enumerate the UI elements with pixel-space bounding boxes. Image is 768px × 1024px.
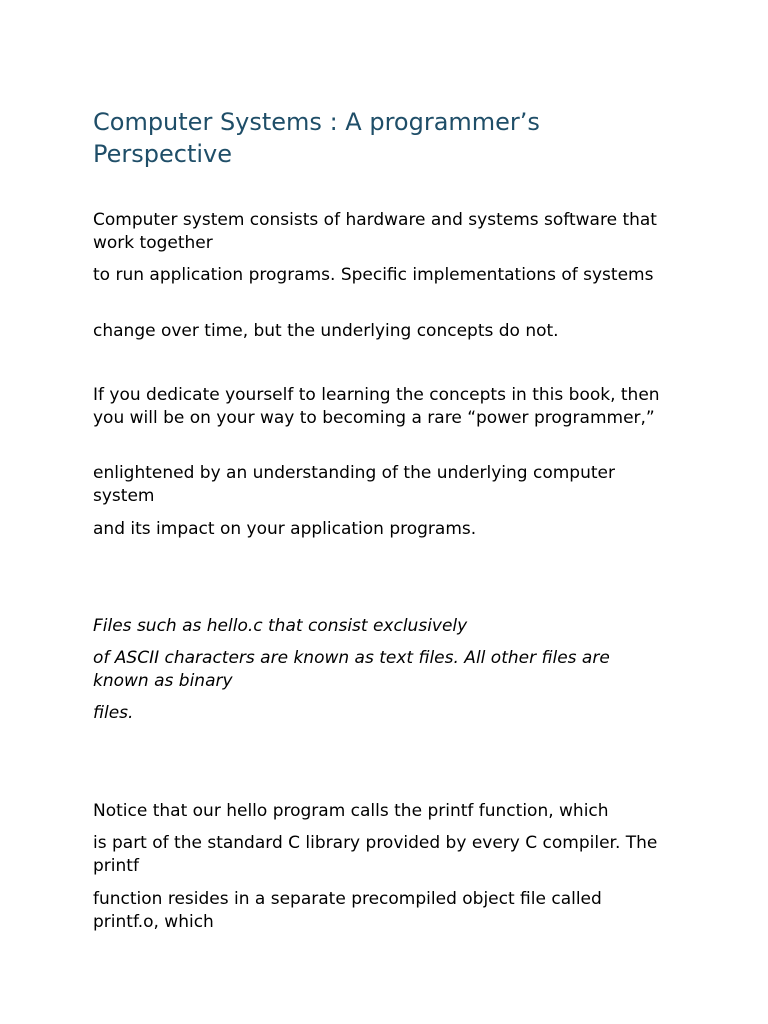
paragraph-1: Computer system consists of hardware and systems software that work together xyxy=(93,210,657,253)
paragraph-4: If you dedicate yourself to learning the concepts in this book, then you will be on your way to becoming a rare “power programmer,” xyxy=(93,385,660,428)
paragraph-12: function resides in a separate precompiled object file called printf.o, which xyxy=(93,889,602,932)
paragraph-10: Notice that our hello program calls the printf function, which xyxy=(93,801,609,821)
paragraph-9: files. xyxy=(93,703,134,723)
paragraph-3: change over time, but the underlying concepts do not. xyxy=(93,321,559,341)
paragraph-7: Files such as hello.c that consist exclusively xyxy=(93,616,468,636)
document-title: Computer Systems : A programmer’s Perspective xyxy=(93,108,540,168)
paragraph-2: to run application programs. Specific implementations of systems xyxy=(93,265,654,285)
paragraph-5: enlightened by an understanding of the underlying computer system xyxy=(93,463,615,506)
paragraph-8: of ASCII characters are known as text files. All other files are known as binary xyxy=(93,648,610,691)
paragraph-6: and its impact on your application programs. xyxy=(93,519,477,539)
paragraph-11: is part of the standard C library provided by every C compiler. The printf xyxy=(93,833,658,876)
